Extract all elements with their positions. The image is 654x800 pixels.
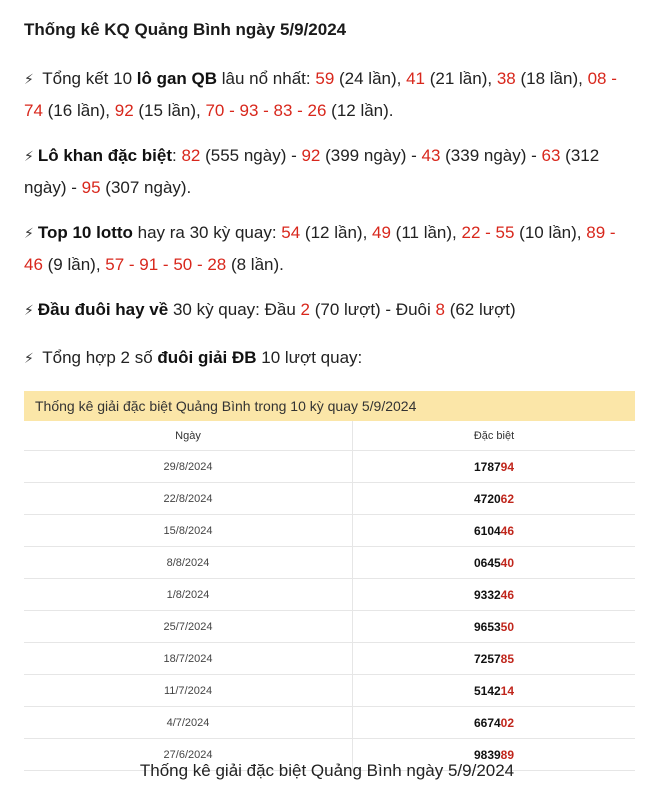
image-caption: Thống kê giải đặc biệt Quảng Bình ngày 5/9/2024 (139, 761, 515, 780)
row-special-number (353, 643, 636, 675)
lo-khan-summary: ⚡ Lô khan đặc biệt: 82 (555 ngày) - 92 (399 ngày) - 43 (339 ngày) - 63 (312 ngày) - 95 (307 ngày). (24, 146, 600, 197)
number-tail: 85 (500, 651, 515, 666)
number-head: 0645 (473, 555, 501, 570)
number-head: 9332 (473, 587, 501, 602)
number-tail: 40 (500, 555, 515, 570)
table-row (24, 515, 635, 547)
row-date: 4/7/2024 (24, 707, 353, 739)
number-head: 9839 (473, 747, 501, 762)
row-date: 29/8/2024 (24, 451, 353, 483)
number-tail: 89 (500, 747, 515, 762)
row-date: 27/6/2024 (24, 739, 353, 771)
special-prize-table (24, 391, 635, 771)
number-head: 7257 (473, 651, 501, 666)
number-head: 5142 (473, 683, 501, 698)
table-title: Thống kê giải đặc biệt Quảng Bình trong 10 kỳ quay 5/9/2024 (24, 391, 635, 421)
lightning-icon: ⚡ (24, 148, 34, 164)
lightning-icon: ⚡ (24, 350, 34, 366)
row-special-number (353, 547, 636, 579)
row-date: 1/8/2024 (24, 579, 353, 611)
row-special-number (353, 515, 636, 547)
table-row (24, 611, 635, 643)
table-row (24, 483, 635, 515)
table-row (24, 579, 635, 611)
row-date: 8/8/2024 (24, 547, 353, 579)
row-special-number (353, 483, 636, 515)
lightning-icon: ⚡ (24, 225, 34, 241)
row-date: 11/7/2024 (24, 675, 353, 707)
number-head: 6674 (473, 715, 501, 730)
table-row (24, 707, 635, 739)
row-special-number (353, 707, 636, 739)
number-head: 4720 (473, 491, 501, 506)
row-date: 18/7/2024 (24, 643, 353, 675)
number-head: 1787 (473, 459, 501, 474)
number-tail: 02 (500, 715, 515, 730)
table-row (24, 547, 635, 579)
number-tail: 50 (500, 619, 515, 634)
row-date: 22/8/2024 (24, 483, 353, 515)
number-head: 9653 (473, 619, 501, 634)
lightning-icon: ⚡ (24, 71, 34, 87)
row-special-number (353, 675, 636, 707)
row-special-number (353, 611, 636, 643)
table-row (24, 675, 635, 707)
row-special-number (353, 579, 636, 611)
lightning-icon: ⚡ (24, 302, 34, 318)
row-date: 15/8/2024 (24, 515, 353, 547)
number-tail: 46 (500, 587, 515, 602)
table-row (24, 643, 635, 675)
table-row (24, 451, 635, 483)
page-title: Thống kê KQ Quảng Bình ngày 5/9/2024 (24, 20, 347, 39)
number-tail: 14 (500, 683, 515, 698)
lo-gan-summary: ⚡ Tổng kết 10 lô gan QB lâu nổ nhất: 59 (24 lần), 41 (21 lần), 38 (18 lần), 08 - 74 (16 lần), 92 (15 lần), 70 - 93 - 83 - 26 (12 lần). (24, 69, 617, 120)
column-header-date: Ngày (24, 421, 353, 451)
row-special-number (353, 451, 636, 483)
number-tail: 94 (500, 459, 515, 474)
column-header-special: Đặc biệt (353, 421, 636, 451)
number-tail: 46 (500, 523, 515, 538)
number-head: 6104 (473, 523, 501, 538)
top-lotto-summary: ⚡ Top 10 lotto hay ra 30 kỳ quay: 54 (12 lần), 49 (11 lần), 22 - 55 (10 lần), 89 - 46 (9 lần), 57 - 91 - 50 - 28 (8 lần). (24, 223, 616, 274)
special-tail-summary: ⚡ Tổng hợp 2 số đuôi giải ĐB 10 lượt quay: (24, 348, 363, 367)
number-tail: 62 (500, 491, 515, 506)
head-tail-summary: ⚡ Đầu đuôi hay về 30 kỳ quay: Đầu 2 (70 lượt) - Đuôi 8 (62 lượt) (24, 300, 516, 319)
row-date: 25/7/2024 (24, 611, 353, 643)
